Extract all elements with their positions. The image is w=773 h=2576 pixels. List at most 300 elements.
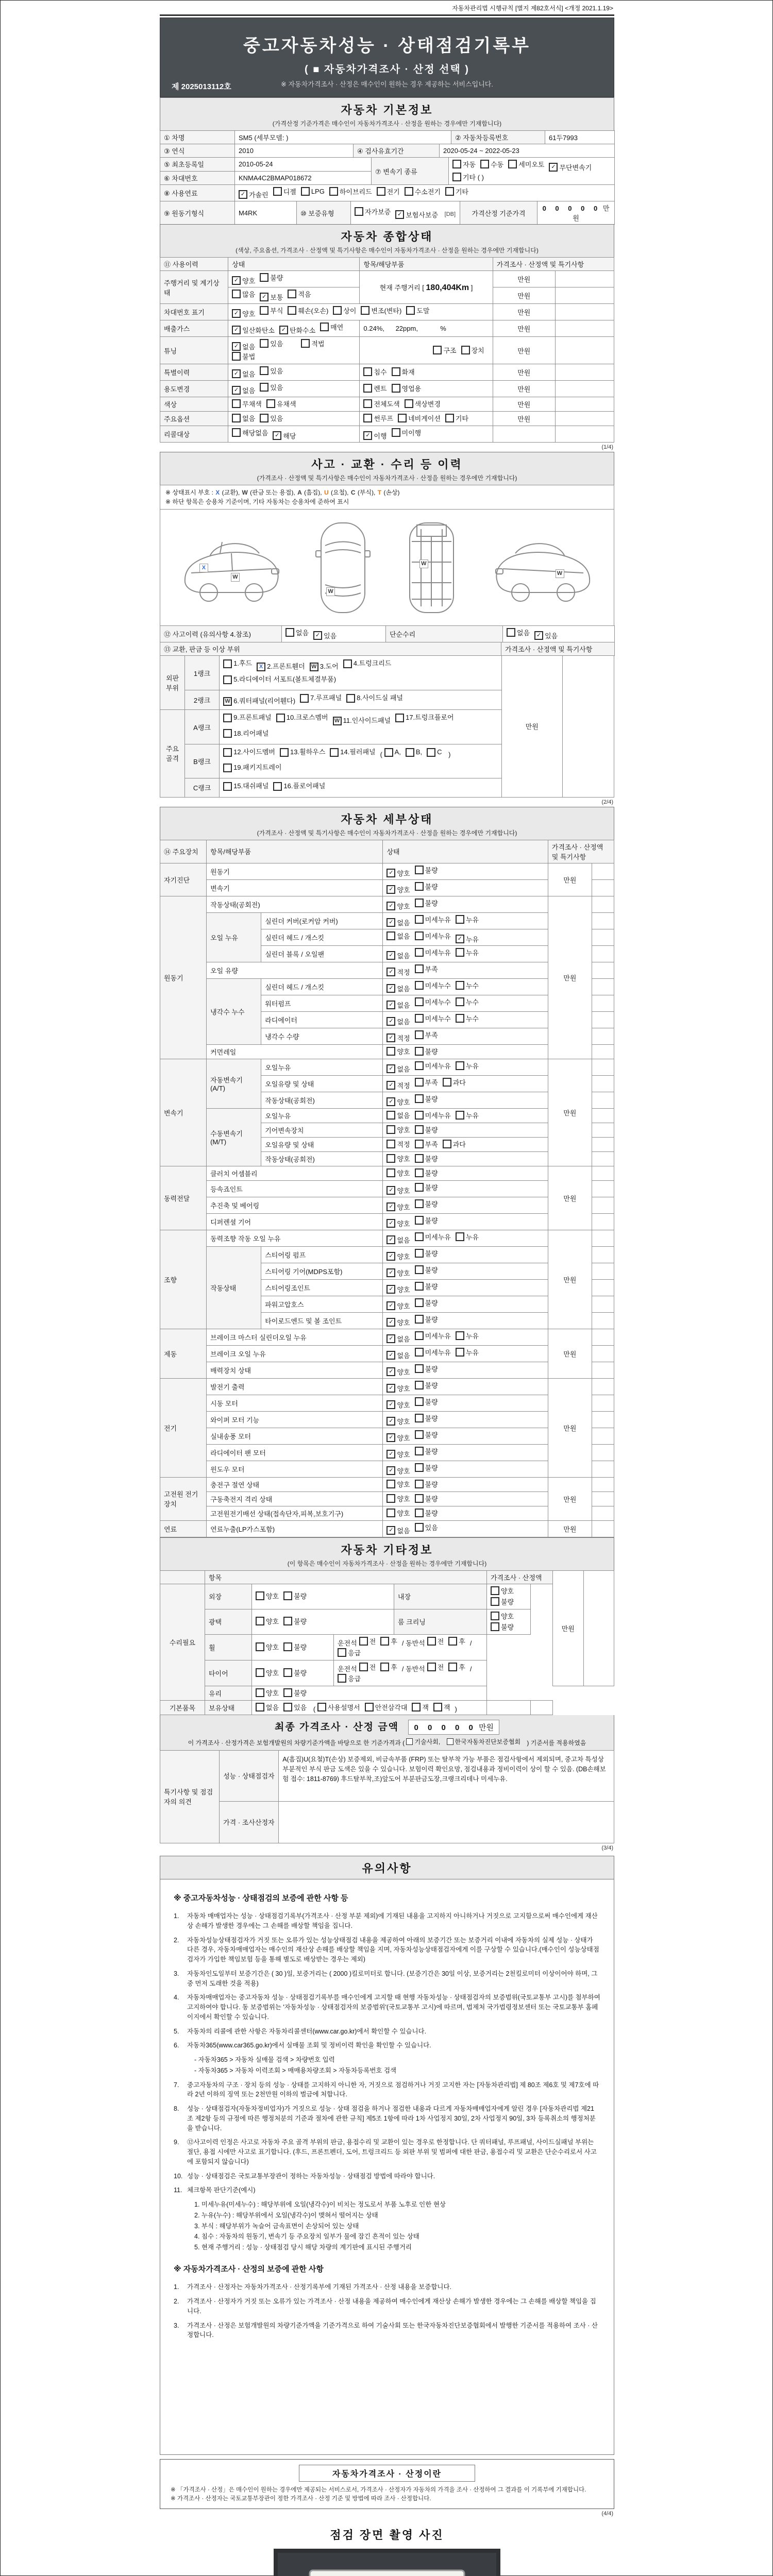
checkbox-icon[interactable] — [415, 1381, 424, 1389]
checkbox-option[interactable] — [415, 1232, 451, 1242]
checkbox-option[interactable] — [338, 1648, 361, 1657]
checkbox-icon[interactable] — [280, 748, 289, 757]
checkbox-icon[interactable] — [283, 1703, 292, 1711]
checkbox-option[interactable] — [386, 1284, 410, 1294]
checkbox-icon[interactable]: ✓ — [273, 431, 281, 440]
checkbox-icon[interactable]: ✓ — [386, 984, 395, 993]
checkbox-option[interactable] — [386, 1064, 410, 1074]
checkbox-icon[interactable] — [361, 306, 369, 315]
checkbox-icon[interactable] — [363, 384, 372, 393]
checkbox-option[interactable] — [386, 1526, 410, 1535]
checkbox-icon[interactable] — [330, 748, 339, 757]
checkbox-icon[interactable] — [412, 1703, 421, 1711]
checkbox-option[interactable]: 한국자동차진단보증협회 — [447, 1737, 521, 1746]
checkbox-option[interactable] — [427, 1662, 444, 1672]
checkbox-icon[interactable] — [415, 1078, 424, 1087]
checkbox-icon[interactable] — [415, 1249, 424, 1258]
checkbox-option[interactable] — [386, 1033, 410, 1043]
checkbox-icon[interactable] — [433, 1703, 442, 1711]
checkbox-option[interactable] — [415, 1154, 438, 1163]
checkbox-icon[interactable] — [266, 399, 275, 408]
checkbox-icon[interactable] — [415, 1061, 424, 1070]
checkbox-icon[interactable] — [232, 290, 241, 298]
checkbox-icon[interactable]: ✓ — [386, 1400, 395, 1409]
checkbox-icon[interactable] — [283, 1642, 292, 1651]
part-option[interactable] — [300, 692, 342, 705]
checkbox-icon[interactable]: ✓ — [549, 163, 558, 172]
checkbox-option[interactable] — [386, 1508, 410, 1518]
checkbox-option[interactable] — [415, 1430, 438, 1439]
checkbox-option[interactable] — [415, 1463, 438, 1472]
checkbox-option[interactable] — [285, 628, 309, 637]
checkbox-icon[interactable] — [232, 352, 241, 361]
part-option[interactable] — [276, 711, 328, 724]
checkbox-icon[interactable] — [406, 306, 415, 315]
checkbox-icon[interactable] — [415, 948, 424, 957]
checkbox-icon[interactable] — [283, 1617, 292, 1625]
checkbox-icon[interactable]: ✓ — [386, 1526, 395, 1535]
checkbox-option[interactable] — [386, 1185, 410, 1195]
checkbox-option[interactable] — [363, 431, 386, 440]
checkbox-option[interactable] — [386, 1110, 410, 1120]
checkbox-icon[interactable] — [386, 931, 395, 940]
checkbox-icon[interactable] — [363, 399, 372, 408]
checkbox-icon[interactable]: ✓ — [279, 326, 288, 334]
checkbox-icon[interactable] — [445, 187, 454, 196]
checkbox-icon[interactable] — [223, 764, 232, 772]
checkbox-icon[interactable] — [456, 1348, 464, 1357]
checkbox-option[interactable] — [461, 345, 484, 355]
checkbox-icon[interactable]: ✓ — [386, 1064, 395, 1073]
checkbox-option[interactable] — [415, 964, 438, 974]
checkbox-icon[interactable] — [260, 414, 268, 422]
checkbox-icon[interactable] — [456, 1331, 464, 1340]
checkbox-option[interactable] — [386, 1097, 410, 1107]
checkbox-option[interactable] — [456, 980, 479, 990]
checkbox-option[interactable] — [456, 1232, 479, 1242]
checkbox-icon[interactable]: ✓ — [386, 1202, 395, 1211]
checkbox-icon[interactable] — [456, 981, 464, 990]
checkbox-icon[interactable] — [452, 173, 461, 181]
part-option[interactable] — [273, 780, 325, 793]
checkbox-icon[interactable] — [386, 1480, 395, 1488]
checkbox-icon[interactable]: ✓ — [386, 1081, 395, 1090]
checkbox-option[interactable] — [386, 1016, 410, 1026]
checkbox-option[interactable] — [415, 1013, 451, 1023]
checkbox-option[interactable] — [283, 1616, 307, 1626]
checkbox-icon[interactable] — [415, 1232, 424, 1241]
part-option[interactable] — [333, 715, 391, 727]
checkbox-option[interactable] — [415, 1281, 438, 1291]
checkbox-option[interactable] — [491, 1597, 514, 1606]
checkbox-icon[interactable] — [256, 1617, 264, 1625]
checkbox-icon[interactable] — [415, 1047, 424, 1056]
checkbox-icon[interactable] — [427, 1637, 436, 1646]
part-option[interactable] — [330, 746, 375, 759]
checkbox-option[interactable] — [415, 1397, 438, 1406]
checkbox-option[interactable] — [405, 187, 441, 196]
checkbox-option[interactable] — [443, 1139, 466, 1149]
checkbox-option[interactable] — [427, 1636, 444, 1646]
checkbox-icon[interactable]: ✓ — [395, 210, 404, 219]
checkbox-option[interactable] — [355, 207, 391, 216]
checkbox-option[interactable] — [415, 1215, 438, 1225]
checkbox-icon[interactable] — [386, 1125, 395, 1134]
checkbox-option[interactable] — [456, 1061, 479, 1071]
checkbox-icon[interactable] — [448, 1663, 457, 1671]
checkbox-icon[interactable] — [443, 1140, 451, 1148]
checkbox-icon[interactable] — [427, 748, 435, 757]
checkbox-icon[interactable] — [223, 748, 232, 757]
checkbox-option[interactable] — [491, 1611, 514, 1621]
checkbox-option[interactable] — [406, 306, 429, 315]
checkbox-option[interactable] — [415, 997, 451, 1007]
checkbox-icon[interactable] — [392, 367, 400, 376]
checkbox-option[interactable] — [398, 413, 441, 423]
checkbox-icon[interactable] — [415, 1364, 424, 1373]
checkbox-icon[interactable] — [415, 1125, 424, 1134]
checkbox-icon[interactable] — [415, 1463, 424, 1472]
checkbox-icon[interactable] — [395, 714, 404, 722]
checkbox-icon[interactable] — [415, 1111, 424, 1120]
checkbox-icon[interactable] — [447, 1738, 453, 1745]
checkbox-icon[interactable] — [507, 628, 515, 637]
checkbox-icon[interactable] — [491, 1586, 499, 1595]
checkbox-icon[interactable] — [285, 628, 294, 637]
checkbox-option[interactable] — [415, 1298, 438, 1308]
checkbox-option[interactable] — [232, 428, 268, 437]
checkbox-option[interactable] — [283, 1688, 307, 1698]
checkbox-option[interactable] — [386, 1139, 410, 1149]
checkbox-icon[interactable] — [260, 383, 268, 392]
checkbox-option[interactable] — [232, 413, 255, 423]
checkbox-option[interactable] — [386, 901, 410, 911]
checkbox-option[interactable] — [260, 382, 283, 392]
checkbox-icon[interactable] — [363, 414, 372, 422]
checkbox-icon[interactable] — [415, 964, 424, 973]
checkbox-option[interactable] — [392, 428, 422, 437]
checkbox-option[interactable] — [260, 338, 283, 348]
checkbox-option[interactable] — [363, 413, 393, 423]
checkbox-option[interactable] — [405, 399, 441, 409]
checkbox-option[interactable] — [452, 159, 476, 169]
checkbox-icon[interactable] — [301, 339, 310, 348]
checkbox-option[interactable] — [415, 882, 438, 891]
part-option[interactable] — [223, 657, 252, 670]
checkbox-icon[interactable] — [359, 1637, 368, 1646]
checkbox-option[interactable] — [232, 309, 255, 318]
checkbox-icon[interactable] — [415, 1282, 424, 1291]
checkbox-icon[interactable] — [283, 1668, 292, 1677]
checkbox-icon[interactable]: ✓ — [313, 631, 322, 640]
checkbox-option[interactable] — [445, 413, 468, 423]
checkbox-icon[interactable] — [398, 414, 407, 422]
checkbox-icon[interactable] — [260, 366, 268, 375]
checkbox-icon[interactable] — [405, 187, 413, 196]
checkbox-icon[interactable] — [260, 306, 268, 315]
checkbox-icon[interactable]: ✓ — [232, 309, 241, 318]
checkbox-option[interactable] — [386, 1433, 410, 1443]
checkbox-icon[interactable] — [260, 273, 268, 282]
checkbox-option[interactable] — [232, 342, 255, 351]
checkbox-icon[interactable]: ✓ — [386, 1001, 395, 1009]
checkbox-icon[interactable] — [415, 1030, 424, 1039]
checkbox-option[interactable] — [415, 1168, 438, 1178]
checkbox-icon[interactable] — [355, 207, 363, 216]
checkbox-option[interactable] — [361, 306, 401, 315]
checkbox-icon[interactable]: ✓ — [363, 431, 372, 440]
checkbox-option[interactable] — [386, 1046, 410, 1056]
checkbox-icon[interactable] — [363, 367, 372, 376]
checkbox-option[interactable] — [456, 947, 479, 957]
checkbox-option[interactable] — [392, 367, 415, 377]
checkbox-icon[interactable] — [415, 1216, 424, 1225]
checkbox-option[interactable] — [415, 1494, 438, 1503]
checkbox-option[interactable] — [456, 934, 479, 944]
checkbox-option[interactable] — [508, 159, 544, 169]
checkbox-option[interactable] — [386, 1383, 410, 1393]
checkbox-option[interactable] — [377, 187, 400, 196]
checkbox-icon[interactable] — [415, 1494, 424, 1503]
part-option[interactable] — [223, 727, 268, 740]
checkbox-option[interactable] — [456, 1110, 479, 1120]
checkbox-option[interactable] — [415, 1094, 438, 1104]
checkbox-icon[interactable] — [386, 1111, 395, 1120]
checkbox-icon[interactable] — [386, 1494, 395, 1503]
checkbox-option[interactable] — [256, 1616, 279, 1626]
part-option[interactable] — [223, 780, 268, 793]
checkbox-option[interactable] — [386, 1301, 410, 1311]
checkbox-icon[interactable] — [415, 866, 424, 874]
checkbox-icon[interactable] — [415, 882, 424, 891]
checkbox-icon[interactable]: ✓ — [386, 1268, 395, 1277]
checkbox-icon[interactable] — [386, 1140, 395, 1148]
checkbox-option[interactable] — [415, 1182, 438, 1192]
checkbox-icon[interactable]: ✓ — [386, 951, 395, 960]
checkbox-icon[interactable] — [406, 1738, 413, 1745]
checkbox-icon[interactable] — [415, 1014, 424, 1023]
checkbox-option[interactable] — [386, 967, 410, 977]
checkbox-icon[interactable] — [223, 675, 232, 684]
checkbox-icon[interactable]: ✓ — [232, 369, 241, 378]
checkbox-icon[interactable] — [415, 981, 424, 990]
part-option[interactable] — [223, 695, 295, 708]
checkbox-icon[interactable] — [415, 931, 424, 940]
checkbox-icon[interactable] — [415, 1265, 424, 1274]
checkbox-option[interactable] — [415, 947, 451, 957]
checkbox-icon[interactable] — [386, 1509, 395, 1517]
checkbox-icon[interactable] — [415, 1414, 424, 1422]
checkbox-icon[interactable] — [346, 694, 355, 703]
checkbox-option[interactable] — [386, 868, 410, 878]
checkbox-option[interactable] — [363, 383, 386, 393]
checkbox-icon[interactable]: ✓ — [232, 386, 241, 395]
checkbox-icon[interactable]: ✓ — [386, 1318, 395, 1327]
checkbox-option[interactable] — [317, 1702, 360, 1712]
checkbox-icon[interactable] — [405, 399, 413, 408]
checkbox-icon[interactable] — [273, 187, 282, 196]
checkbox-icon[interactable] — [329, 187, 338, 196]
checkbox-icon[interactable] — [223, 659, 232, 668]
checkbox-icon[interactable] — [415, 1397, 424, 1406]
checkbox-icon[interactable]: ✓ — [386, 1450, 395, 1459]
checkbox-icon[interactable] — [508, 160, 517, 168]
checkbox-option[interactable] — [415, 1110, 451, 1120]
checkbox-icon[interactable]: ✓ — [260, 293, 268, 301]
checkbox-option[interactable] — [415, 1446, 438, 1456]
checkbox-option[interactable] — [386, 1400, 410, 1410]
checkbox-option[interactable] — [386, 1317, 410, 1327]
checkbox-icon[interactable]: ✓ — [386, 968, 395, 976]
checkbox-option[interactable] — [452, 172, 484, 182]
checkbox-option[interactable] — [283, 1702, 307, 1712]
checkbox-icon[interactable]: ✓ — [386, 902, 395, 910]
checkbox-option[interactable] — [415, 1413, 438, 1423]
checkbox-icon[interactable] — [256, 1591, 264, 1600]
checkbox-icon[interactable] — [276, 714, 285, 722]
checkbox-option[interactable] — [256, 1668, 279, 1677]
checkbox-icon[interactable]: ✓ — [386, 1334, 395, 1343]
checkbox-icon[interactable] — [338, 1648, 346, 1657]
checkbox-icon[interactable]: ✓ — [386, 1219, 395, 1228]
checkbox-option[interactable] — [412, 1702, 429, 1712]
checkbox-option[interactable] — [415, 1314, 438, 1324]
checkbox-icon[interactable]: ✓ — [456, 935, 464, 943]
checkbox-option[interactable] — [288, 306, 328, 315]
checkbox-option[interactable] — [386, 1466, 410, 1476]
checkbox-icon[interactable] — [223, 729, 232, 738]
checkbox-option[interactable] — [359, 1636, 376, 1646]
checkbox-option[interactable] — [386, 1154, 410, 1163]
part-option[interactable] — [257, 660, 305, 673]
checkbox-icon[interactable] — [343, 659, 352, 668]
checkbox-icon[interactable] — [415, 1094, 424, 1103]
checkbox-option[interactable] — [392, 383, 422, 393]
checkbox-icon[interactable]: ✓ — [386, 869, 395, 877]
checkbox-icon[interactable] — [256, 1703, 264, 1711]
checkbox-icon[interactable] — [380, 1663, 389, 1671]
checkbox-option[interactable] — [386, 1000, 410, 1010]
checkbox-option[interactable] — [283, 1668, 307, 1677]
checkbox-option[interactable] — [232, 276, 255, 285]
checkbox-option[interactable] — [415, 1077, 438, 1087]
checkbox-icon[interactable] — [256, 1668, 264, 1677]
checkbox-option[interactable] — [386, 1218, 410, 1228]
checkbox-icon[interactable]: ✓ — [534, 631, 543, 640]
checkbox-option[interactable] — [386, 1479, 410, 1489]
checkbox-option[interactable] — [549, 162, 592, 172]
checkbox-icon[interactable] — [301, 187, 310, 196]
checkbox-icon[interactable] — [456, 1061, 464, 1070]
checkbox-icon[interactable]: ✓ — [386, 1235, 395, 1244]
checkbox-icon[interactable] — [320, 323, 329, 331]
checkbox-option[interactable] — [386, 951, 410, 960]
checkbox-option[interactable] — [260, 366, 283, 376]
checkbox-option[interactable] — [415, 1347, 451, 1357]
checkbox-option[interactable] — [386, 931, 410, 941]
checkbox-option[interactable] — [239, 190, 268, 199]
checkbox-option[interactable] — [363, 399, 399, 409]
checkbox-option[interactable] — [232, 351, 255, 361]
checkbox-option[interactable] — [415, 865, 438, 875]
checkbox-icon[interactable]: ✓ — [386, 1367, 395, 1376]
checkbox-icon[interactable] — [415, 1447, 424, 1455]
checkbox-icon[interactable]: W — [310, 663, 318, 671]
checkbox-option[interactable] — [384, 746, 401, 759]
checkbox-icon[interactable] — [386, 1168, 395, 1177]
checkbox-option[interactable] — [386, 1125, 410, 1134]
checkbox-icon[interactable] — [300, 694, 309, 703]
checkbox-option[interactable] — [386, 1235, 410, 1245]
checkbox-icon[interactable]: ✓ — [386, 1186, 395, 1195]
checkbox-icon[interactable] — [415, 1523, 424, 1532]
checkbox-icon[interactable] — [415, 997, 424, 1006]
checkbox-icon[interactable] — [359, 1663, 368, 1671]
checkbox-icon[interactable] — [427, 1663, 436, 1671]
checkbox-option[interactable] — [534, 631, 558, 640]
checkbox-icon[interactable]: ✓ — [386, 1033, 395, 1042]
checkbox-icon[interactable] — [415, 1298, 424, 1307]
checkbox-option[interactable] — [260, 273, 283, 282]
checkbox-icon[interactable] — [456, 1111, 464, 1120]
checkbox-option[interactable] — [491, 1586, 514, 1596]
checkbox-icon[interactable]: ✓ — [386, 1384, 395, 1393]
checkbox-option[interactable] — [288, 289, 311, 299]
part-option[interactable] — [343, 657, 392, 670]
checkbox-icon[interactable] — [491, 1612, 499, 1620]
checkbox-icon[interactable] — [491, 1622, 499, 1631]
checkbox-option[interactable] — [415, 1046, 438, 1056]
checkbox-icon[interactable] — [273, 782, 282, 791]
checkbox-option[interactable] — [232, 289, 255, 299]
checkbox-icon[interactable]: X — [257, 663, 265, 671]
checkbox-icon[interactable] — [283, 1688, 292, 1697]
checkbox-option[interactable] — [406, 746, 422, 759]
checkbox-option[interactable] — [415, 898, 438, 908]
checkbox-option[interactable] — [386, 1494, 410, 1503]
checkbox-option[interactable] — [415, 1522, 438, 1532]
part-option[interactable] — [310, 660, 339, 673]
checkbox-option[interactable] — [456, 1347, 479, 1357]
checkbox-option[interactable] — [333, 306, 356, 315]
checkbox-icon[interactable] — [406, 748, 414, 757]
checkbox-icon[interactable] — [283, 1591, 292, 1600]
checkbox-icon[interactable]: ✓ — [386, 1017, 395, 1026]
checkbox-icon[interactable]: ✓ — [386, 1285, 395, 1294]
checkbox-icon[interactable] — [415, 1348, 424, 1357]
checkbox-option[interactable] — [260, 292, 283, 302]
part-option[interactable] — [223, 711, 272, 724]
checkbox-option[interactable] — [415, 1265, 438, 1275]
checkbox-icon[interactable]: ✓ — [232, 276, 241, 285]
part-option[interactable] — [346, 692, 403, 705]
checkbox-option[interactable] — [395, 210, 438, 219]
checkbox-option[interactable] — [456, 1331, 479, 1341]
checkbox-option[interactable] — [456, 997, 479, 1007]
checkbox-icon[interactable] — [256, 1642, 264, 1651]
checkbox-icon[interactable] — [415, 1183, 424, 1192]
checkbox-option[interactable] — [386, 1334, 410, 1344]
checkbox-option[interactable] — [273, 431, 296, 440]
checkbox-option[interactable] — [232, 399, 262, 409]
checkbox-option[interactable] — [266, 399, 296, 409]
checkbox-icon[interactable] — [365, 1703, 374, 1711]
checkbox-icon[interactable] — [232, 414, 241, 422]
checkbox-option[interactable] — [415, 980, 451, 990]
checkbox-option[interactable] — [359, 1662, 376, 1672]
checkbox-icon[interactable] — [256, 1688, 264, 1697]
checkbox-icon[interactable] — [392, 384, 400, 393]
